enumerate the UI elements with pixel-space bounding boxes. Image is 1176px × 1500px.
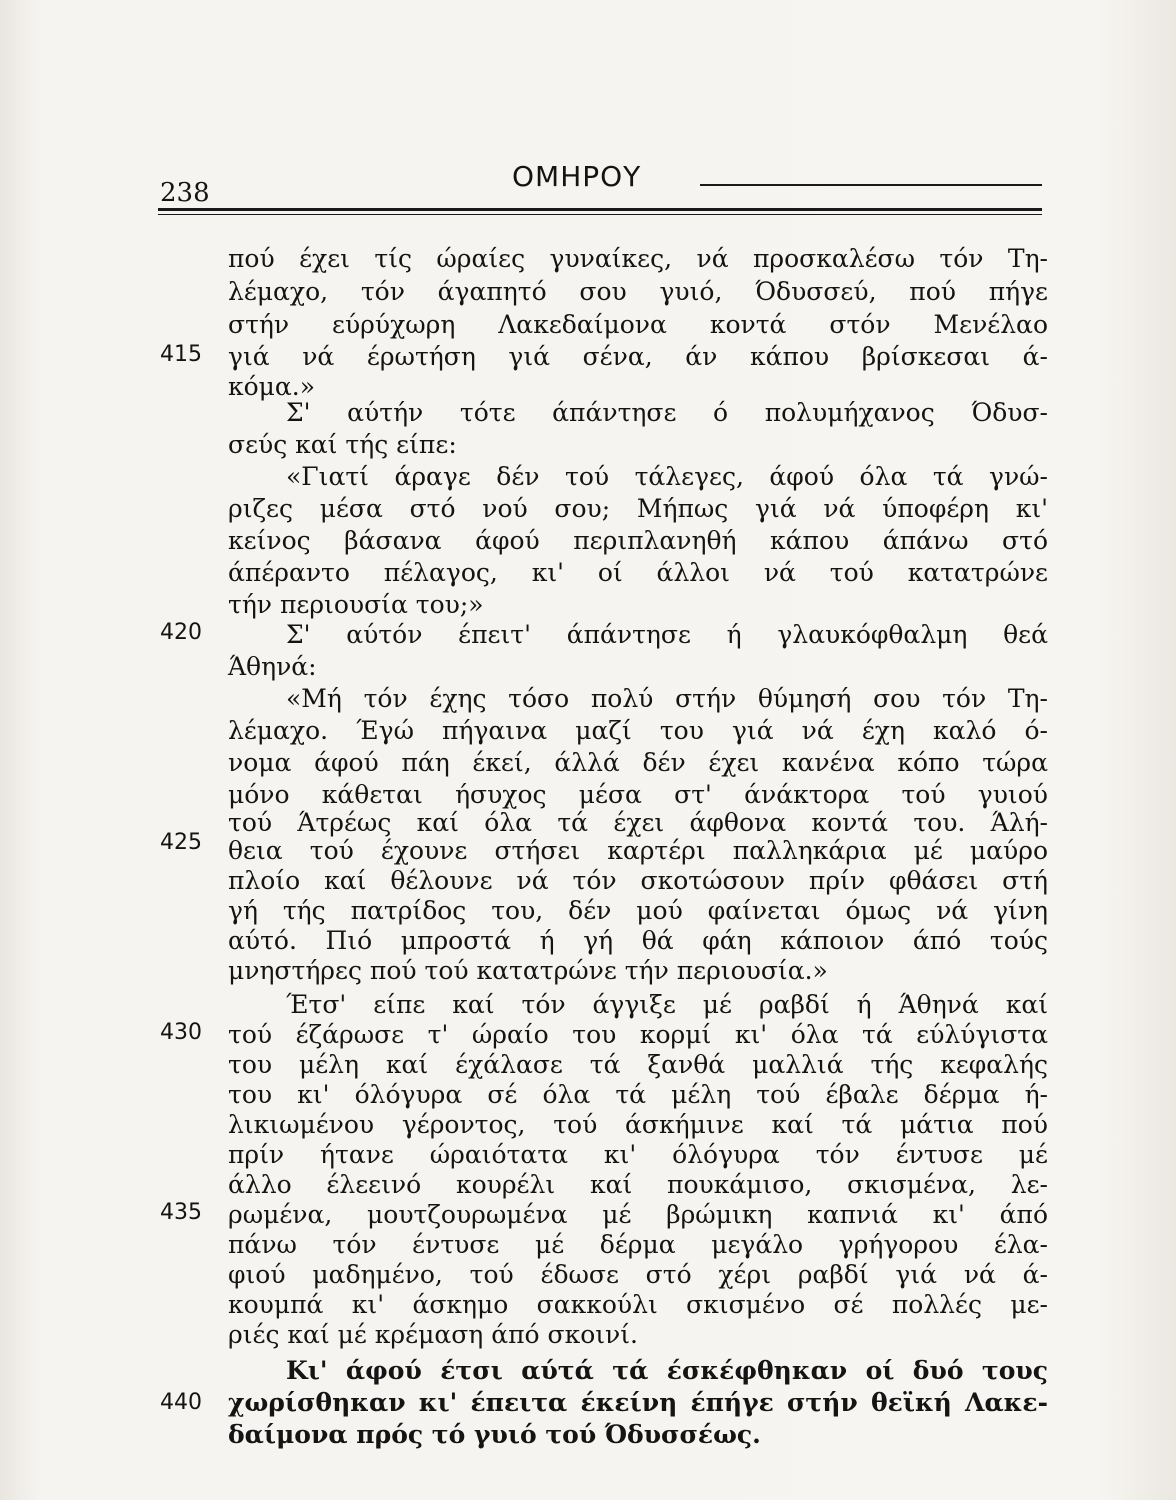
text-line: άλλο έλεεινό κουρέλι καί πουκάμισο, σκισμένα, λε- <box>228 1170 1048 1199</box>
text-line: τήν περιουσία του;» <box>228 590 484 619</box>
verse-number: 435 <box>160 1200 202 1225</box>
text-line: χωρίσθηκαν κι' έπειτα έκείνη έπήγε στήν θεϊκή Λακε- <box>228 1388 1048 1417</box>
text-line: άπέραντο πέλαγος, κι' οί άλλοι νά τού κατατρώνε <box>228 558 1048 587</box>
text-line: γιά νά έρωτήση γιά σένα, άν κάπου βρίσκεσαι ά- <box>228 342 1048 371</box>
text-line: Άθηνά: <box>228 652 317 681</box>
verse-number: 440 <box>160 1390 202 1415</box>
text-line: νομα άφού πάη έκεί, άλλά δέν έχει κανένα κόπο τώρα <box>228 748 1048 777</box>
verse-number: 425 <box>160 830 202 855</box>
header-rule-thin <box>158 214 1042 215</box>
text-line: Κι' άφού έτσι αύτά τά έσκέφθηκαν οί δυό τους <box>286 1356 1048 1385</box>
text-line: τού Άτρέως καί όλα τά έχει άφθονα κοντά του. Άλή- <box>228 808 1048 837</box>
text-line: του μέλη καί έχάλασε τά ξανθά μαλλιά τής κεφαλής <box>228 1050 1048 1079</box>
page-number: 238 <box>160 178 210 208</box>
verse-number: 420 <box>160 620 202 645</box>
text-line: «Μή τόν έχης τόσο πολύ στήν θύμησή σου τόν Τη- <box>286 684 1048 713</box>
text-line: ριζες μέσα στό νού σου; Μήπως γιά νά ύποφέρη κι' <box>228 494 1048 523</box>
text-line: πλοίο καί θέλουνε νά τόν σκοτώσουν πρίν φθάσει στή <box>228 866 1048 895</box>
text-line: δαίμονα πρός τό γυιό τού Όδυσσέως. <box>228 1420 761 1449</box>
text-line: μνηστήρες πού τού κατατρώνε τήν περιουσία.» <box>228 956 828 985</box>
text-line: γή τής πατρίδος του, δέν μού φαίνεται όμως νά γίνη <box>228 896 1048 925</box>
text-line: λικιωμένου γέροντος, τού άσκήμινε καί τά μάτια πού <box>228 1110 1048 1139</box>
text-line: Έτσ' είπε καί τόν άγγιξε μέ ραβδί ή Άθηνά καί <box>286 990 1048 1019</box>
text-line: σεύς καί τής είπε: <box>228 430 457 459</box>
header-rule-short <box>700 184 1042 186</box>
text-line: ριές καί μέ κρέμαση άπό σκοινί. <box>228 1320 638 1349</box>
text-line: πρίν ήτανε ώραιότατα κι' όλόγυρα τόν έντυσε μέ <box>228 1140 1048 1169</box>
running-header-title: ΟΜΗΡΟΥ <box>512 160 642 193</box>
text-line: λέμαχο, τόν άγαπητό σου γυιό, Όδυσσεύ, πού πήγε <box>228 277 1048 306</box>
verse-number: 415 <box>160 342 202 367</box>
text-line: κόμα.» <box>228 372 316 401</box>
text-line: «Γιατί άραγε δέν τού τάλεγες, άφού όλα τά γνώ- <box>286 462 1048 491</box>
text-line: πού έχει τίς ώραίες γυναίκες, νά προσκαλέσω τόν Τη- <box>228 244 1048 273</box>
text-line: στήν εύρύχωρη Λακεδαίμονα κοντά στόν Μενέλαο <box>228 310 1048 339</box>
text-line: ρωμένα, μουτζουρωμένα μέ βρώμικη καπνιά κι' άπό <box>228 1200 1048 1229</box>
verse-number: 430 <box>160 1020 202 1045</box>
text-line: του κι' όλόγυρα σέ όλα τά μέλη τού έβαλε δέρμα ή- <box>228 1080 1048 1109</box>
text-line: Σ' αύτόν έπειτ' άπάντησε ή γλαυκόφθαλμη θεά <box>286 620 1048 649</box>
text-line: τού έζάρωσε τ' ώραίο του κορμί κι' όλα τά εύλύγιστα <box>228 1020 1048 1049</box>
header-rule-thick <box>158 208 1042 211</box>
text-line: Σ' αύτήν τότε άπάντησε ό πολυμήχανος Όδυσ- <box>286 398 1048 427</box>
text-line: κουμπά κι' άσκημο σακκούλι σκισμένο σέ πολλές με- <box>228 1290 1048 1319</box>
text-line: κείνος βάσανα άφού περιπλανηθή κάπου άπάνω στό <box>228 526 1048 555</box>
text-line: αύτό. Πιό μπροστά ή γή θά φάη κάποιον άπό τούς <box>228 926 1048 955</box>
text-line: πάνω τόν έντυσε μέ δέρμα μεγάλο γρήγορου έλα- <box>228 1230 1048 1259</box>
text-line: θεια τού έχουνε στήσει καρτέρι παλληκάρια μέ μαύρο <box>228 836 1048 865</box>
text-line: λέμαχο. Έγώ πήγαινα μαζί του γιά νά έχη καλό ό- <box>228 716 1048 745</box>
text-line: μόνο κάθεται ήσυχος μέσα στ' άνάκτορα τού γυιού <box>228 780 1048 809</box>
text-line: φιού μαδημένο, τού έδωσε στό χέρι ραβδί γιά νά ά- <box>228 1260 1048 1289</box>
